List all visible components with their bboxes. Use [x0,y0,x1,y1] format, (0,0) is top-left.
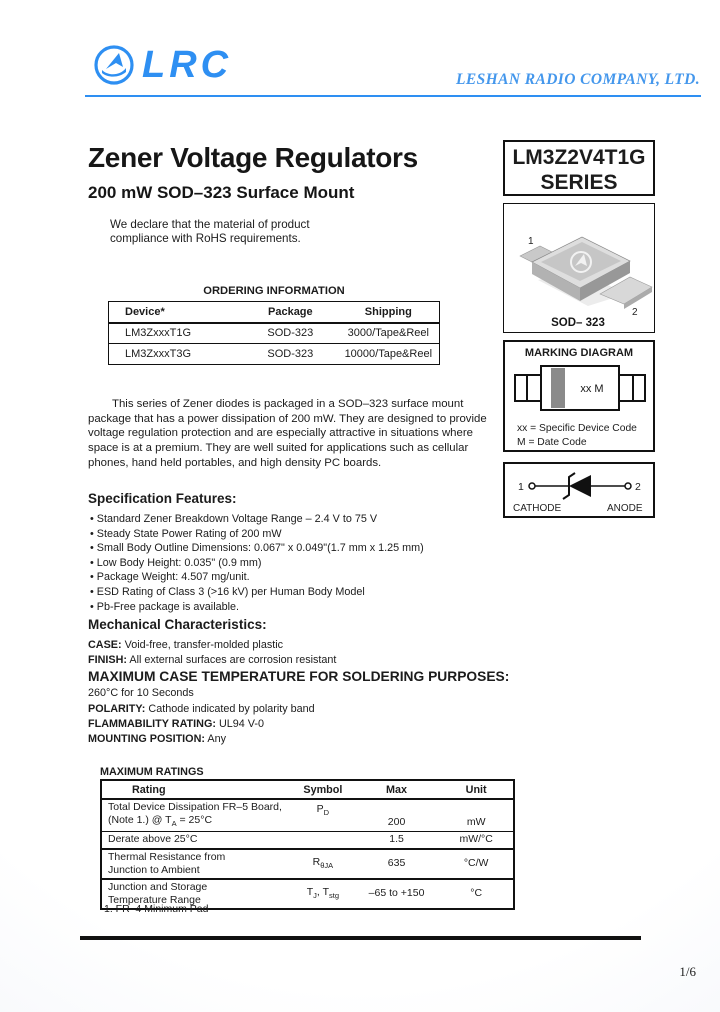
symbol-cell: $T_J$, $T_{stg}$ [306,885,339,900]
package-cell: SOD-323 [267,327,314,340]
series-name: LM3Z2V4T1G [512,146,646,169]
list-item: • Steady State Power Rating of 200 mW [90,527,424,542]
field-label: FLAMMABILITY RATING: [88,717,216,730]
rating-line: Total Device Dissipation FR–5 Board, [108,801,282,813]
mech-case-line [88,638,509,653]
shipping-cell: 3000/Tape&Reel [347,327,429,340]
pin2-label: 2 [635,481,641,493]
mech-solder-text: 260°C for 10 Seconds [88,687,194,700]
unit-cell: mW [439,799,514,832]
spec-features-title: Specification Features: [88,491,237,506]
package-name-label: SOD– 323 [551,317,605,329]
page-number: 1/6 [679,964,696,979]
column-header-package: Package [243,302,338,323]
list-item: • Small Body Outline Dimensions: 0.067" x 0.049"(1.7 mm x 1.25 mm) [90,541,424,556]
unit-cell: °C [470,887,483,900]
page-title: Zener Voltage Regulators [88,142,418,173]
table-row [109,344,440,365]
lrc-logo [93,44,232,86]
table-row [101,832,514,849]
unit-cell: °C/W [439,849,514,879]
field-value: Any [204,733,226,746]
column-header-rating: Rating [101,780,292,799]
column-header-max: Max [354,780,440,799]
marking-diagram-title: MARKING DIAGRAM [524,347,634,359]
rating-line: Junction and Storage [108,880,208,893]
mechanical-lines [88,638,509,747]
declaration-line: compliance with RoHS requirements. [110,232,301,245]
unit-cell: mW/°C [439,832,514,849]
field-value: UL94 V-0 [215,717,264,730]
marking-package-drawing [505,359,653,417]
column-header-shipping: Shipping [338,302,440,323]
cathode-label: CATHODE [513,503,562,514]
symbol-cell [292,832,354,849]
table-row [109,323,440,344]
rating-line: Temperature Range [108,893,201,906]
zener-diode-symbol [505,464,653,516]
column-header-symbol: Symbol [292,780,354,799]
device-cell: LM3ZxxxT3G [109,344,244,365]
marking-diagram-box [503,340,655,452]
pinout-box [503,462,655,518]
max-ratings-title: MAXIMUM RATINGS [100,766,204,778]
series-label: SERIES [540,171,618,194]
pin2-label: 2 [632,307,638,318]
table-row [101,799,514,832]
list-item: • Pb-Free package is available. [90,600,424,615]
column-header-unit: Unit [439,780,514,799]
field-label: POLARITY: [88,702,146,715]
ordering-information-title: ORDERING INFORMATION [203,285,345,297]
rating-line: (Note 1.) @ $T_A = 25^\circ C$ [108,814,213,829]
column-header-device: Device* [109,302,244,323]
company-name: LESHAN RADIO COMPANY, LTD. [456,71,700,88]
list-item: • Standard Zener Breakdown Voltage Range – 2.4 V to 75 V [90,512,424,527]
page-subtitle: 200 mW SOD–323 Surface Mount [88,183,355,202]
pin1-label: 1 [528,236,534,247]
max-cell: 1.5 [354,832,440,849]
mech-flammability-line [88,717,509,732]
device-cell: LM3ZxxxT1G [125,327,192,340]
table-header-row [101,780,514,799]
symbol-cell: $R_{\theta JA}$ [292,849,354,879]
sod323-package-image [504,204,653,331]
rohs-declaration [110,218,310,246]
field-label: MOUNTING POSITION: [88,733,205,746]
mech-mounting-line [88,732,509,747]
pin1-label: 1 [518,481,524,493]
field-value: All external surfaces are corrosion resistant [127,654,337,667]
rating-line: Junction to Ambient [108,863,200,876]
list-item: • ESD Rating of Class 3 (>16 kV) per Human Body Model [90,585,424,600]
rating-cell [101,849,292,879]
max-cell: 200 [354,799,440,832]
field-label: CASE: [88,639,122,651]
anode-label: ANODE [607,503,643,514]
marking-code-text: xx M [580,383,604,395]
ratings-footnote: 1. FR–4 Minimum Pad [104,903,209,915]
lrc-logo-icon [93,44,135,86]
rating-cell [101,799,292,832]
package-image-box [503,203,655,333]
header-divider [85,95,701,97]
max-cell: –65 to +150 [368,887,425,900]
ordering-information-table [108,301,440,365]
symbol-cell: $P_D$ [292,799,354,832]
package-cell: SOD-323 [243,344,338,365]
mech-finish-line [88,653,509,668]
field-value: Void-free, transfer-molded plastic [121,639,284,651]
table-header-row [109,302,440,323]
rating-cell: Derate above 25°C [101,832,292,849]
field-value: Cathode indicated by polarity band [145,702,315,715]
max-ratings-table [100,779,515,910]
rating-line: Thermal Resistance from [108,850,226,863]
series-box [503,140,655,196]
mechanical-title: Mechanical Characteristics: [88,617,267,632]
logo-text: LRC [142,44,233,86]
list-item: • Low Body Height: 0.035" (0.9 mm) [90,556,424,571]
field-label: FINISH: [88,654,127,667]
mech-polarity-line [88,702,509,717]
marking-legend-line: xx = Specific Device Code [517,423,637,434]
max-cell: 635 [354,849,440,879]
series-description: This series of Zener diodes is packaged in a SOD–323 surface mount package that has a power dissipation of 200 mW. They are designed to provide voltage regulation protection and are especially attractive in situations where space is at a premium. They are well suited for applications such as cellular phones, hand held portables, and high density PC boards. [88,398,487,469]
table-row [101,849,514,879]
list-item: • Package Weight: 4.507 mg/unit. [90,570,424,585]
spec-features-list [90,512,424,614]
declaration-line: We declare that the material of product [110,218,310,231]
shipping-cell: 10000/Tape&Reel [338,344,440,365]
footer-divider [80,936,641,940]
mech-solder-heading: MAXIMUM CASE TEMPERATURE FOR SOLDERING PURPOSES: [88,669,510,685]
marking-legend-line: M = Date Code [517,436,587,448]
